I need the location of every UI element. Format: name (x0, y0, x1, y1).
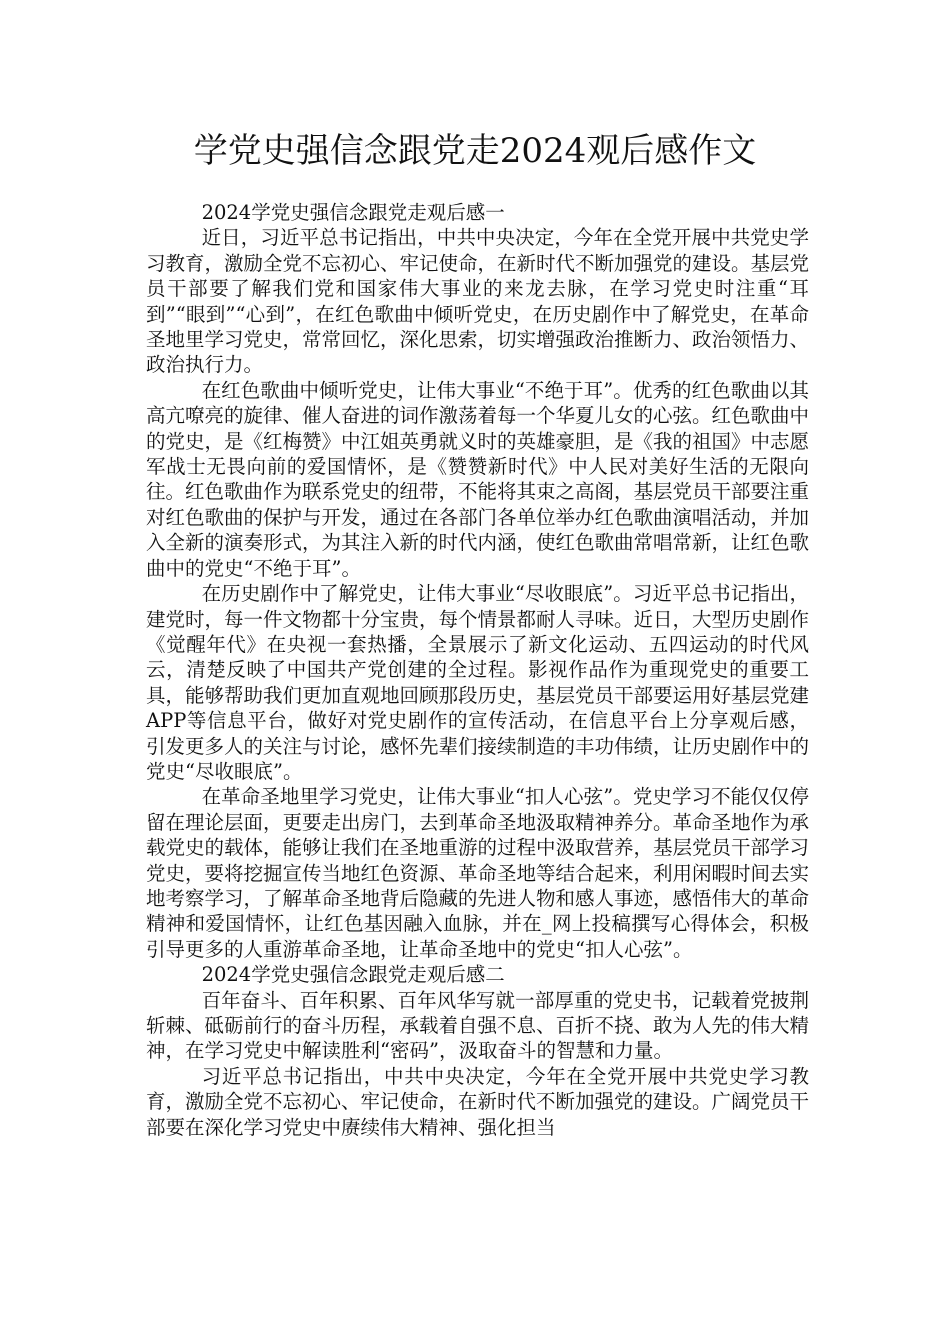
section-heading-2: 2024学党史强信念跟党走观后感二 (201, 963, 505, 987)
body-paragraph: 近日，习近平总书记指出，中共中央决定，今年在全党开展中共党史学习教育，激励全党不忘初心、牢记使命，在新时代不断加强党的建设。基层党员干部要了解我们党和国家伟大事业的来龙去脉，在学习党史时注重“耳到”“眼到”“心到”，在红色歌曲中倾听党史，在历史剧作中了解党史，在革命圣地里学习党史，常常回忆，深化思索，切实增强政治推断力、政治领悟力、政治执行力。 (146, 226, 810, 377)
body-paragraph: 在红色歌曲中倾听党史，让伟大事业“不绝于耳”。优秀的红色歌曲以其高亢嘹亮的旋律、催人奋进的词作激荡着每一个华夏儿女的心弦。红色歌曲中的党史，是《红梅赞》中江姐英勇就义时的英雄豪胆，是《我的祖国》中志愿军战士无畏向前的爱国情怀，是《赞赞新时代》中人民对美好生活的无限向往。红色歌曲作为联系党史的纽带，不能将其束之高阁，基层党员干部要注重对红色歌曲的保护与开发，通过在各部门各单位举办红色歌曲演唱活动，并加入全新的演奏形式，为其注入新的时代内涵，使红色歌曲常唱常新，让红色歌曲中的党史“不绝于耳”。 (146, 378, 810, 580)
body-paragraph: 习近平总书记指出，中共中央决定，今年在全党开展中共党史学习教育，激励全党不忘初心、牢记使命，在新时代不断加强党的建设。广阔党员干部要在深化学习党史中赓续伟大精神、强化担当 (146, 1064, 810, 1139)
body-paragraph: 在历史剧作中了解党史，让伟大事业“尽收眼底”。习近平总书记指出，建党时，每一件文物都十分宝贵，每个情景都耐人寻味。近日，大型历史剧作《觉醒年代》在央视一套热播，全景展示了新文化运动、五四运动的时代风云，清楚反映了中国共产党创建的全过程。影视作品作为重现党史的重要工具，能够帮助我们更加直观地回顾那段历史，基层党员干部要运用好基层党建APP等信息平台，做好对党史剧作的宣传活动，在信息平台上分享观后感，引发更多人的关注与讨论，感怀先辈们接续制造的丰功伟绩，让历史剧作中的党史“尽收眼底”。 (146, 582, 810, 783)
document-title: 学党史强信念跟党走2024观后感作文 (193, 131, 757, 171)
body-paragraph: 在革命圣地里学习党史，让伟大事业“扣人心弦”。党史学习不能仅仅停留在理论层面，更要走出房门，去到革命圣地汲取精神养分。革命圣地作为承载党史的载体，能够让我们在圣地重游的过程中汲取营养，基层党员干部学习党史，要将挖掘宣传当地红色资源、革命圣地等结合起来，利用闲暇时间去实地考察学习，了解革命圣地背后隐藏的先进人物和感人事迹，感悟伟大的革命精神和爱国情怀，让红色基因融入血脉，并在_网上投稿撰写心得体会，积极引导更多的人重游革命圣地，让革命圣地中的党史“扣人心弦”。 (146, 785, 810, 961)
document-body (146, 200, 809, 1140)
body-paragraph: 百年奋斗、百年积累、百年风华写就一部厚重的党史书，记载着党披荆斩棘、砥砺前行的奋斗历程，承载着自强不息、百折不挠、敢为人先的伟大精神，在学习党史中解读胜利“密码”，汲取奋斗的智慧和力量。 (146, 988, 810, 1063)
section-heading-1: 2024学党史强信念跟党走观后感一 (201, 201, 505, 224)
